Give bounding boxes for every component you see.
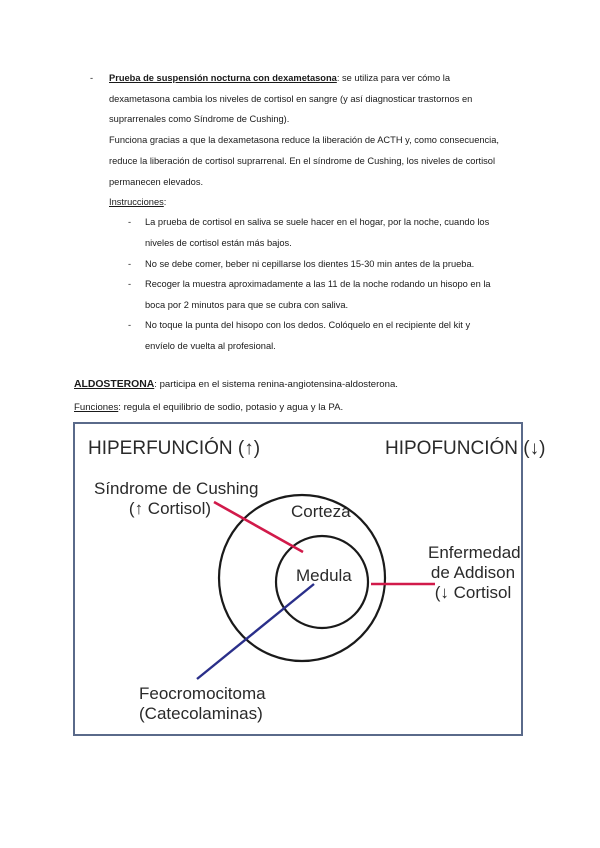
cushing-label (94, 479, 259, 519)
dexa-desc-line2: dexametasona cambia los niveles de cortisol en sangre (y así diagnosticar trastornos en (109, 93, 473, 104)
instruction-line: envíelo de vuelta al profesional. (145, 340, 276, 351)
instruction-line: La prueba de cortisol en saliva se suele hacer en el hogar, por la noche, cuando los (145, 217, 490, 227)
instruction-item (145, 315, 528, 356)
dexa-func-line2: reduce la liberación de cortisol suprarrenal. En el síndrome de Cushing, los niveles de cortisol (109, 155, 496, 166)
cushing-line2: (↑ Cortisol) (128, 499, 212, 518)
feocromocitoma-label (139, 684, 266, 724)
adrenal-diagram (73, 422, 546, 736)
feocromocitoma-line2: (Catecolaminas) (139, 704, 263, 723)
instruction-line: No se debe comer, beber ni cepillarse los dientes 15-30 min antes de la prueba. (145, 259, 475, 269)
instruction-line: niveles de cortisol están más bajos. (145, 237, 292, 248)
funciones-label: Funciones (74, 402, 119, 413)
addison-line1: Enfermedad (428, 543, 521, 562)
cushing-line1: Síndrome de Cushing (94, 479, 259, 498)
instruction-item (145, 274, 528, 315)
addison-label (428, 543, 521, 603)
dexa-test-title: Prueba de suspensión nocturna con dexametasona (109, 73, 337, 83)
bullet-dash: - (90, 73, 94, 83)
instruction-line: No toque la punta del hisopo con los dedos. Colóquelo en el recipiente del kit y (145, 320, 471, 330)
dexa-func-line3: permanecen elevados. (109, 176, 204, 187)
instructions-colon: : (163, 197, 167, 208)
instruction-item (145, 254, 528, 275)
feocromocitoma-line1: Feocromocitoma (139, 684, 266, 703)
hiperfuncion-label: HIPERFUNCIÓN (↑) (88, 438, 261, 459)
instruction-bullet: - (128, 320, 132, 330)
hipofuncion-label: HIPOFUNCIÓN (↓) (385, 438, 546, 459)
dexa-func-line1: Funciona gracias a que la dexametasona reduce la liberación de ACTH y, como consecuencia, (109, 135, 500, 146)
corteza-label: Corteza (291, 502, 351, 521)
instruction-bullet: - (128, 279, 132, 289)
instruction-line: Recoger la muestra aproximadamente a las 11 de la noche rodando un hisopo en la (145, 279, 491, 289)
instruction-bullet: - (128, 217, 132, 227)
aldosterona-desc: : participa en el sistema renina-angiotensina-aldosterona. (154, 379, 398, 390)
funciones-desc: : regula el equilibrio de sodio, potasio y agua y la PA. (118, 402, 344, 413)
addison-line3: (↓ Cortisol (434, 583, 512, 602)
instruction-line: boca por 2 minutos para que se cubra con saliva. (145, 299, 349, 310)
instructions-label: Instrucciones (109, 197, 164, 208)
instruction-item (145, 212, 528, 253)
dexa-paragraph-1 (109, 68, 528, 213)
medula-label: Medula (296, 566, 352, 585)
dexa-desc-line1: : se utiliza para ver cómo la (336, 73, 451, 83)
aldosterona-heading (74, 379, 398, 390)
dexa-desc-line3: suprarrenales como Síndrome de Cushing). (109, 114, 290, 125)
funciones-line (74, 402, 343, 413)
instruction-bullet: - (128, 259, 132, 269)
addison-line2: de Addison (430, 563, 516, 582)
aldosterona-title: ALDOSTERONA (74, 379, 155, 390)
